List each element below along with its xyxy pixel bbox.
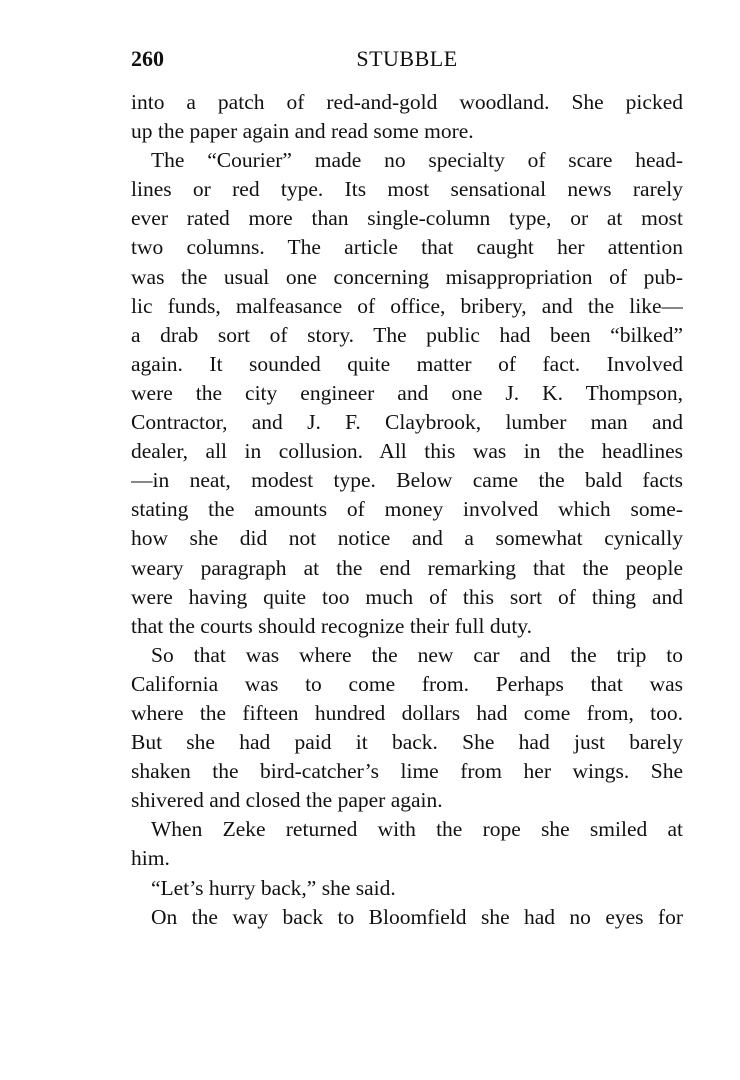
paragraph	[131, 146, 683, 641]
text-line: up the paper again and read some more.	[131, 119, 474, 144]
running-title: STUBBLE	[356, 46, 458, 71]
text-line: On the way back to Bloomfield she had no eyes for	[151, 904, 683, 929]
text-line: “Let’s hurry back,” she said.	[151, 875, 396, 900]
text-line: how she did not notice and a somewhat cynically	[131, 526, 683, 551]
text-line: were having quite too much of this sort of thing and	[131, 584, 683, 609]
paragraph	[131, 641, 683, 816]
paragraph	[131, 815, 683, 873]
text-line: him.	[131, 846, 170, 871]
text-line: that the courts should recognize their full duty.	[131, 613, 533, 638]
text-line: California was to come from. Perhaps that was	[131, 671, 683, 696]
text-line: When Zeke returned with the rope she smiled at	[151, 817, 683, 842]
text-line: a drab sort of story. The public had been “bilked”	[131, 322, 683, 347]
text-line: The “Courier” made no specialty of scare head-	[151, 148, 683, 173]
text-line: shivered and closed the paper again.	[131, 788, 443, 813]
text-line: was the usual one concerning misappropriation of pub-	[131, 264, 683, 289]
body-text	[131, 88, 683, 932]
page-header	[131, 46, 683, 76]
text-line: lines or red type. Its most sensational news rarely	[131, 177, 683, 202]
text-line: But she had paid it back. She had just barely	[131, 730, 683, 755]
text-line: dealer, all in collusion. All this was in the headlines	[131, 439, 683, 464]
text-line: ever rated more than single-column type, or at most	[131, 206, 683, 231]
text-line: stating the amounts of money involved which some-	[131, 497, 683, 522]
paragraph	[131, 874, 683, 903]
page-number: 260	[131, 46, 164, 71]
text-line: into a patch of red-and-gold woodland. She picked	[131, 90, 683, 114]
text-line: again. It sounded quite matter of fact. Involved	[131, 351, 683, 376]
text-line: where the fifteen hundred dollars had come from, too.	[131, 700, 683, 725]
text-line: Contractor, and J. F. Claybrook, lumber man and	[131, 410, 683, 435]
text-line: So that was where the new car and the trip to	[151, 642, 683, 667]
text-line: —in neat, modest type. Below came the bald facts	[131, 468, 683, 493]
text-line: lic funds, malfeasance of office, bribery, and the like—	[131, 293, 683, 318]
text-line: were the city engineer and one J. K. Thompson,	[131, 380, 683, 405]
text-line: weary paragraph at the end remarking that the people	[131, 555, 683, 580]
text-line: two columns. The article that caught her attention	[131, 235, 683, 260]
text-line: shaken the bird-catcher’s lime from her wings. She	[131, 759, 683, 784]
paragraph	[131, 88, 683, 146]
paragraph	[131, 903, 683, 932]
